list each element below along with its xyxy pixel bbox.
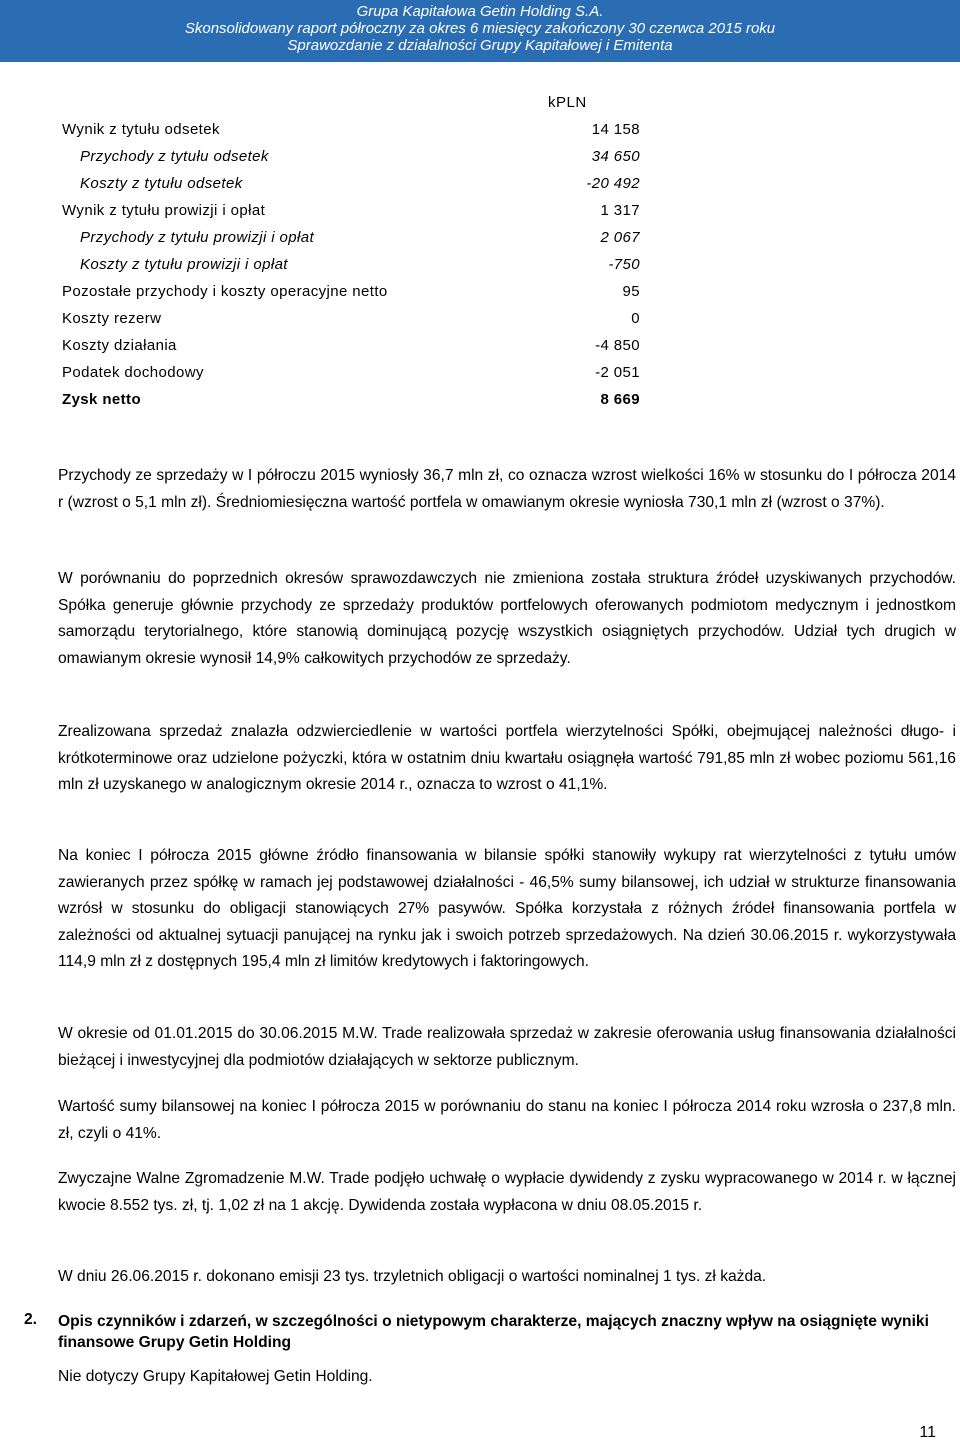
row-value: -20 492 <box>586 175 640 192</box>
paragraph: Przychody ze sprzedaży w I półroczu 2015 wyniosły 36,7 mln zł, co oznacza wzrost wielkości 16% w stosunku do I półrocza 2014 r (wzrost o 5,1 mln zł). Średniomiesięczna wartość portfela w omawianym okresie wyniosła 730,1 mln zł (wzrost o 37%). <box>58 467 956 511</box>
row-value: 0 <box>631 310 640 327</box>
paragraph: W porównaniu do poprzednich okresów sprawozdawczych nie zmieniona została struktura źródeł uzyskiwanych przychodów. Spółka generuje głównie przychody ze sprzedaży produktów portfelowych oferowanych podmiotom medycznym i jednostkom samorządu terytorialnego, które stanowią dominującą pozycję wszystkich osiągniętych przychodów. Udział tych drugich w omawianym okresie wynosił 14,9% całkowitych przychodów ze sprzedaży. <box>58 570 956 667</box>
row-value: 1 317 <box>600 202 640 219</box>
row-value: -2 051 <box>595 364 640 381</box>
unit-label: kPLN <box>548 94 587 111</box>
table-row-net-profit <box>62 391 640 413</box>
row-value: 14 158 <box>591 121 640 138</box>
report-header <box>0 0 960 62</box>
table-row <box>62 310 640 332</box>
table-row <box>62 229 640 251</box>
table-row <box>62 121 640 143</box>
row-value: -4 850 <box>595 337 640 354</box>
row-label: Koszty działania <box>62 337 177 354</box>
table-row <box>62 337 640 359</box>
section-text: Nie dotyczy Grupy Kapitałowej Getin Holding. <box>58 1368 373 1385</box>
row-label: Pozostałe przychody i koszty operacyjne netto <box>62 283 388 300</box>
row-value: 8 669 <box>600 391 640 408</box>
header-report-title: Skonsolidowany raport półroczny za okres 6 miesięcy zakończony 30 czerwca 2015 roku <box>184 20 776 37</box>
row-value: 34 650 <box>591 148 640 165</box>
section-number: 2. <box>24 1311 38 1328</box>
table-row <box>62 202 640 224</box>
paragraph: Na koniec I półrocza 2015 główne źródło finansowania w bilansie spółki stanowiły wykupy rat wierzytelności z tytułu umów zawieranych przez spółkę w ramach jej podstawowej działalności - 46,5% sumy bilansowej, ich udział w strukturze finansowania wzrósł w stosunku do obligacji stanowiących 27% pasywów. Spółka korzystała z różnych źródeł finansowania portfela w zależności od aktualnej sytuacji panującej na rynku jak i swoich potrzeb sprzedażowych. Na dzień 30.06.2015 r. wykorzystywała 114,9 mln zł z dostępnych 195,4 mln zł limitów kredytowych i faktoringowych. <box>58 847 956 970</box>
paragraph: Zwyczajne Walne Zgromadzenie M.W. Trade podjęło uchwałę o wypłacie dywidendy z zysku wypracowanego w 2014 r. w łącznej kwocie 8.552 tys. zł, tj. 1,02 zł na 1 akcję. Dywidenda została wypłacona w dniu 08.05.2015 r. <box>58 1170 956 1214</box>
row-label: Przychody z tytułu odsetek <box>80 148 269 165</box>
row-label: Przychody z tytułu prowizji i opłat <box>80 229 315 246</box>
row-value: 95 <box>622 283 640 300</box>
paragraph: W okresie od 01.01.2015 do 30.06.2015 M.W. Trade realizowała sprzedaż w zakresie oferowania usług finansowania działalności bieżącej i inwestycyjnej dla podmiotów działających w sektorze publicznym. <box>58 1025 956 1069</box>
row-label: Wynik z tytułu prowizji i opłat <box>62 202 266 219</box>
table-row <box>62 256 640 278</box>
paragraph: Zrealizowana sprzedaż znalazła odzwierciedlenie w wartości portfela wierzytelności Spółki, obejmującej należności długo- i krótkoterminowe oraz udzielone pożyczki, która w ostatnim dniu kwartału osiągnęła wartość 791,85 mln zł wobec poziomu 561,16 mln zł uzyskanego w analogicznym okresie 2014 r., oznacza to wzrost o 41,1%. <box>58 723 956 793</box>
section-title: Opis czynników i zdarzeń, w szczególności o nietypowym charakterze, mających znaczny wpływ na osiągnięte wyniki finansowe Grupy Getin Holding <box>58 1313 929 1351</box>
row-label: Koszty z tytułu odsetek <box>80 175 243 192</box>
table-row <box>62 175 640 197</box>
row-label: Koszty rezerw <box>62 310 162 327</box>
table-row <box>62 148 640 170</box>
paragraph: W dniu 26.06.2015 r. dokonano emisji 23 tys. trzyletnich obligacji o wartości nominalnej 1 tys. zł każda. <box>58 1268 767 1285</box>
row-label: Koszty z tytułu prowizji i opłat <box>80 256 288 273</box>
row-label: Zysk netto <box>62 391 142 408</box>
paragraph: Wartość sumy bilansowej na koniec I półrocza 2015 w porównaniu do stanu na koniec I półrocza 2014 roku wzrosła o 237,8 mln. zł, czyli o 41%. <box>58 1098 956 1142</box>
row-value: -750 <box>608 256 640 273</box>
header-company: Grupa Kapitałowa Getin Holding S.A. <box>356 3 604 20</box>
row-label: Wynik z tytułu odsetek <box>62 121 220 138</box>
row-label: Podatek dochodowy <box>62 364 204 381</box>
table-row <box>62 364 640 386</box>
row-value: 2 067 <box>600 229 640 246</box>
table-row <box>62 283 640 305</box>
page-number: 11 <box>919 1424 936 1441</box>
header-section-title: Sprawozdanie z działalności Grupy Kapitałowej i Emitenta <box>287 37 673 54</box>
